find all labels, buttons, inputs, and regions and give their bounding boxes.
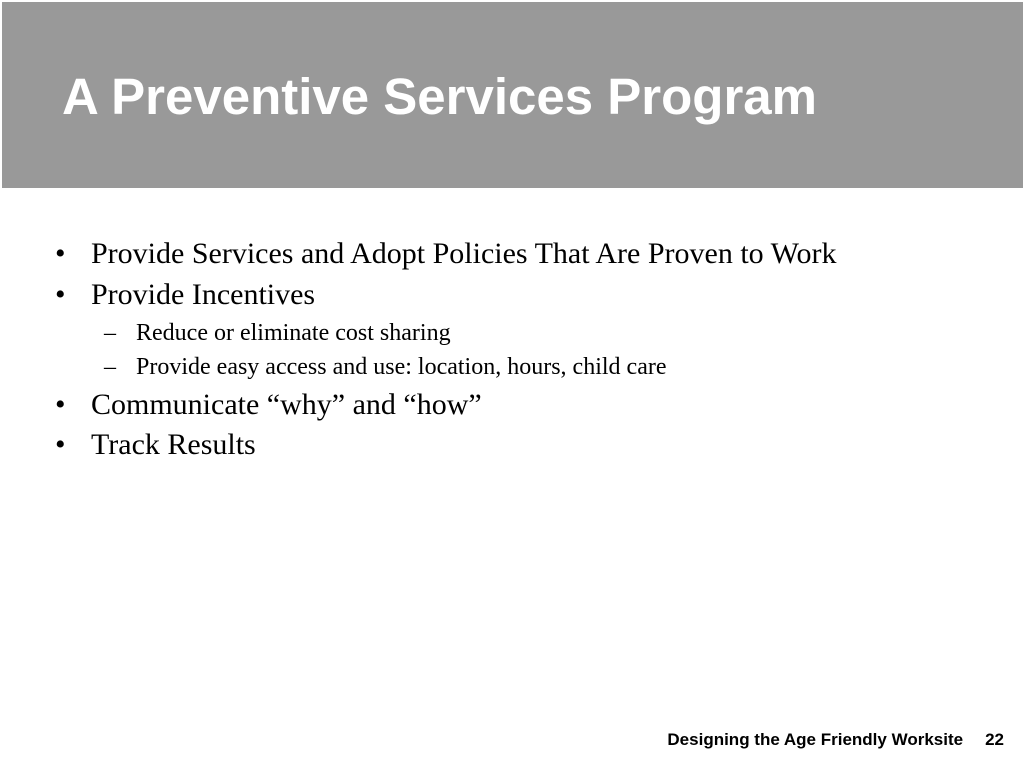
bullet-text: Communicate “why” and “how” <box>91 388 482 421</box>
sub-bullet-marker: – <box>104 354 116 380</box>
bullet-marker: • <box>55 428 66 461</box>
footer-text: Designing the Age Friendly Worksite <box>667 730 964 749</box>
sub-bullet-text: Provide easy access and use: location, hours, child care <box>136 354 667 380</box>
slide-title: A Preventive Services Program <box>62 68 818 125</box>
page-number: 22 <box>985 730 1004 749</box>
bullet-marker: • <box>55 388 66 421</box>
slide-footer <box>667 728 1004 752</box>
bullet-marker: • <box>55 237 66 270</box>
sub-bullet-text: Reduce or eliminate cost sharing <box>136 320 451 346</box>
sub-bullet-marker: – <box>104 320 116 346</box>
bullet-marker: • <box>55 278 66 311</box>
bullet-text: Provide Incentives <box>91 278 316 311</box>
bullet-text: Track Results <box>91 428 256 461</box>
bullet-text: Provide Services and Adopt Policies That Are Proven to Work <box>91 237 837 270</box>
